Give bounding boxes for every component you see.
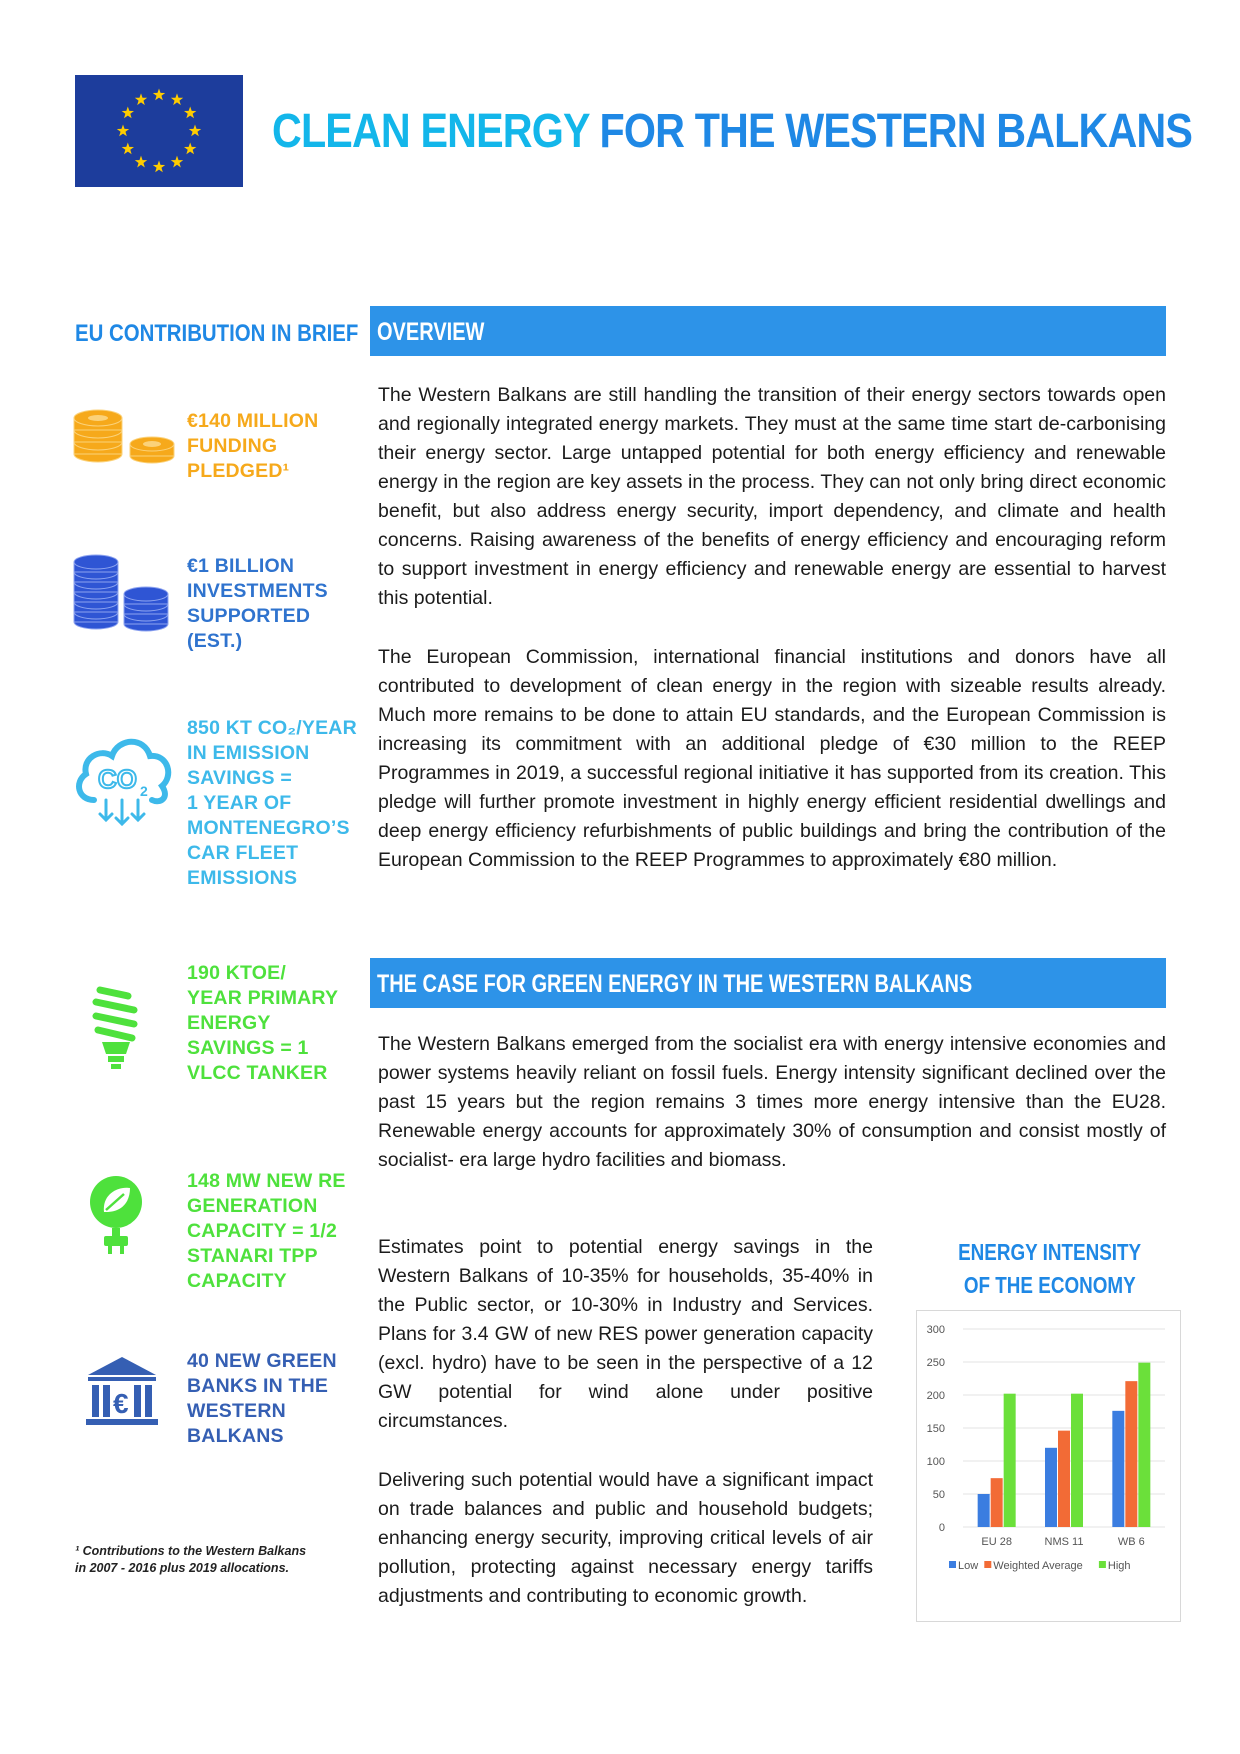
case-paragraph-3: Delivering such potential would have a significant impact on trade balances and public and household budgets; enhancing energy security, improving critical levels of air pollution, protecting against necessary energy tariffs adjustments and contributing to economic growth. <box>378 1469 873 1607</box>
x-tick-label: WB 6 <box>1117 1536 1145 1548</box>
stat-green-banks <box>187 1349 337 1449</box>
stat-line: MONTENEGRO’S <box>187 817 350 839</box>
stat-line: €1 BILLION <box>187 555 295 577</box>
co2-cloud-icon <box>72 728 176 828</box>
stat-line: SAVINGS = <box>187 767 292 789</box>
svg-text:2: 2 <box>140 783 148 799</box>
stat-line: €140 MILLION <box>187 410 319 432</box>
case-paragraph-1: The Western Balkans emerged from the socialist era with energy intensive economies and power systems heavily reliant on fossil fuels. Energy intensity significant declined over the past 15 years but the region remains 3 times more energy intensive than the EU28. Renewable energy accounts for approximately 30% of consumption and consist mostly of socialist- era large hydro facilities and biomass. <box>378 1033 1166 1171</box>
svg-text:€: € <box>113 1388 129 1419</box>
euro-bank-icon <box>84 1353 160 1429</box>
stat-line: SUPPORTED <box>187 605 311 627</box>
title-part-2: FOR THE WESTERN BALKANS <box>588 105 1193 158</box>
energy-saving-bulb-icon <box>88 982 144 1070</box>
stat-emission-savings <box>187 716 357 891</box>
stat-line: CAR FLEET <box>187 842 299 864</box>
stat-line: PLEDGED¹ <box>187 460 290 482</box>
eu-star <box>184 143 196 155</box>
stat-line: WESTERN <box>187 1400 286 1422</box>
bar-weighted-average <box>1125 1381 1137 1527</box>
stat-line: YEAR PRIMARY <box>187 987 339 1009</box>
footnote-line: in 2007 - 2016 plus 2019 allocations. <box>75 1561 289 1575</box>
stat-line: 1 YEAR OF <box>187 792 292 814</box>
eu-star <box>171 93 183 105</box>
stat-line: STANARI TPP <box>187 1245 318 1267</box>
legend-label: Weighted Average <box>993 1560 1083 1572</box>
overview-paragraph-1: The Western Balkans are still handling the transition of their energy sectors towards open and regionally integrated energy markets. They must at the same time start de-carbonising their energy sector. Large untapped potential for both energy efficiency and renewable energy in the region are key assets in the process. They can not only bring direct economic benefit, but also address energy security, import dependency, and climate and health concerns. Raising awareness of the benefits of energy efficiency and encouraging reform to support investment in energy efficiency and renewable energy are essential to harvest this potential. <box>378 384 1166 609</box>
stat-line: IN EMISSION <box>187 742 310 764</box>
eu-star <box>153 161 165 173</box>
bar-low <box>978 1494 990 1527</box>
y-tick-label: 200 <box>926 1390 945 1402</box>
legend-swatch <box>984 1561 991 1568</box>
stat-line: GENERATION <box>187 1195 318 1217</box>
y-tick-label: 250 <box>926 1357 945 1369</box>
eu-stars-icon <box>75 75 243 187</box>
eu-star <box>153 89 165 101</box>
stat-line: SAVINGS = 1 <box>187 1037 309 1059</box>
case-paragraph-2: Estimates point to potential energy savings in the Western Balkans of 10-35% for households, 35-40% in the Public sector, or 10-30% in Industry and Services. Plans for 3.4 GW of new RES power generation capacity (excl. hydro) have to be seen in the perspective of a 12 GW potential for wind alone under positive circumstances. <box>378 1236 873 1432</box>
x-tick-label: EU 28 <box>981 1536 1012 1548</box>
y-tick-label: 50 <box>932 1489 945 1501</box>
stat-line: 190 KTOE/ <box>187 962 286 984</box>
green-plug-icon <box>84 1172 148 1256</box>
stat-line: VLCC TANKER <box>187 1062 328 1084</box>
energy-intensity-chart <box>916 1310 1181 1622</box>
footnote <box>75 1543 306 1577</box>
footnote-line: ¹ Contributions to the Western Balkans <box>75 1544 307 1558</box>
stat-re-generation-capacity <box>187 1169 346 1294</box>
overview-paragraph-2: The European Commission, international financial institutions and donors have all contributed to development of clean energy in the region with sizeable results already. Much more remains to be done to attain EU standards, and the European Commission is increasing its commitment with an additional pledge of €30 million to the REEP Programmes in 2019, a successful regional initiative it has supported from its creation. This pledge will further promote investment in highly energy efficient residential dwellings and deep energy efficiency refurbishments of public buildings and bring the contribution of the European Commission to the REEP Programmes to approximately €80 million. <box>378 646 1166 871</box>
y-tick-label: 0 <box>938 1522 945 1534</box>
sidebar-title: EU CONTRIBUTION IN BRIEF <box>75 320 359 347</box>
eu-star <box>171 156 183 168</box>
stat-line: ENERGY <box>187 1012 271 1034</box>
gold-coins-icon <box>72 404 182 466</box>
bar-high <box>1071 1394 1083 1527</box>
eu-star <box>117 125 129 137</box>
eu-star <box>135 156 147 168</box>
eu-star <box>189 125 201 137</box>
chart-title <box>930 1236 1170 1302</box>
overview-header <box>370 306 1166 356</box>
chart-canvas <box>917 1311 1180 1621</box>
legend-label: High <box>1107 1560 1131 1572</box>
stat-line: FUNDING <box>187 435 278 457</box>
eu-star <box>122 107 134 119</box>
overview-heading: OVERVIEW <box>377 318 485 346</box>
legend-swatch <box>1099 1561 1106 1568</box>
chart-title-line-1: ENERGY INTENSITY <box>958 1239 1142 1265</box>
legend-swatch <box>949 1561 956 1568</box>
stat-line: CAPACITY = 1/2 <box>187 1220 338 1242</box>
stat-line: BALKANS <box>187 1425 284 1447</box>
bar-weighted-average <box>1058 1431 1070 1527</box>
stat-line: 40 NEW GREEN <box>187 1350 337 1372</box>
stat-line: 850 KT CO₂/YEAR <box>187 717 357 739</box>
y-tick-label: 300 <box>926 1324 945 1336</box>
case-header <box>370 958 1166 1008</box>
legend-label: Low <box>958 1560 979 1572</box>
bar-high <box>1004 1394 1016 1527</box>
bar-low <box>1045 1448 1057 1527</box>
stat-line: EMISSIONS <box>187 867 298 889</box>
bar-weighted-average <box>991 1478 1003 1527</box>
eu-star <box>135 93 147 105</box>
chart-title-line-2: OF THE ECONOMY <box>964 1272 1136 1298</box>
eu-flag-logo <box>75 75 243 187</box>
stat-investments-supported <box>187 554 328 654</box>
y-tick-label: 150 <box>926 1423 945 1435</box>
svg-text:CO: CO <box>98 764 137 794</box>
stat-line: BANKS IN THE <box>187 1375 329 1397</box>
stat-funding-pledged <box>187 409 318 484</box>
stat-line: 148 MW NEW RE <box>187 1170 346 1192</box>
title-part-1: CLEAN ENERGY <box>272 105 589 158</box>
stat-primary-energy-savings <box>187 961 338 1086</box>
bar-low <box>1112 1411 1124 1527</box>
eu-star <box>184 107 196 119</box>
blue-coin-stacks-icon <box>72 550 174 632</box>
page-title <box>272 104 1192 159</box>
y-tick-label: 100 <box>926 1456 945 1468</box>
stat-line: INVESTMENTS <box>187 580 328 602</box>
bar-high <box>1138 1363 1150 1527</box>
case-heading: THE CASE FOR GREEN ENERGY IN THE WESTERN BALKANS <box>377 970 973 998</box>
eu-star <box>122 143 134 155</box>
stat-line: CAPACITY <box>187 1270 287 1292</box>
stat-line: (EST.) <box>187 630 243 652</box>
x-tick-label: NMS 11 <box>1044 1536 1084 1548</box>
